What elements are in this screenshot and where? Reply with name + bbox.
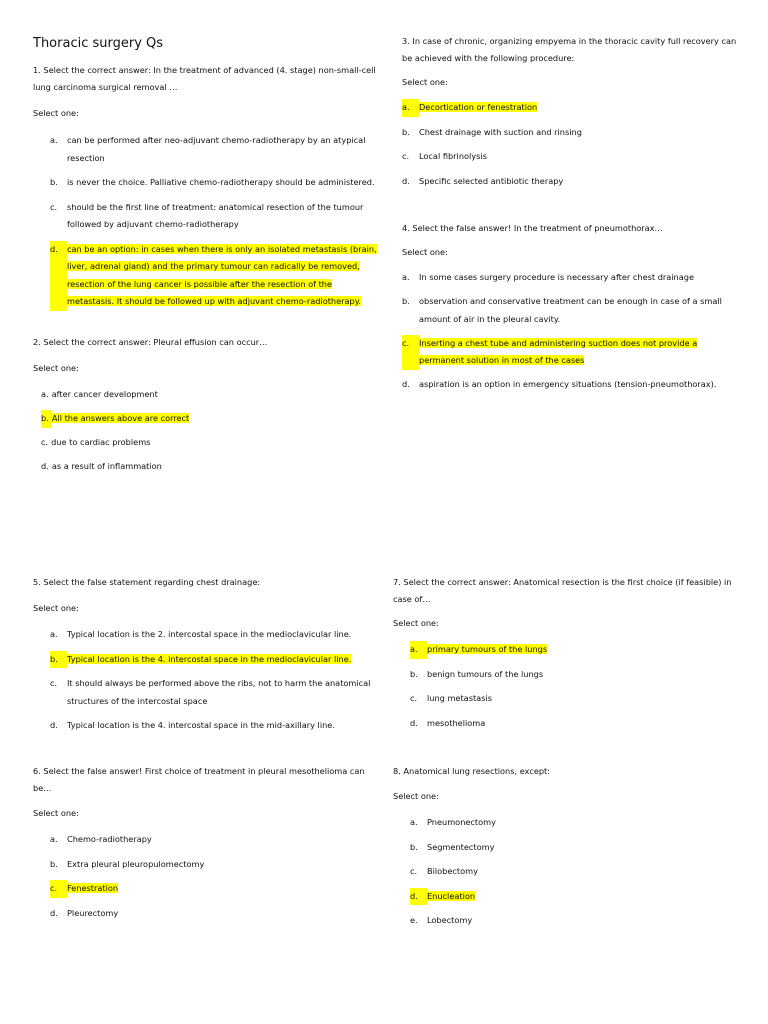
option-text: can be an option: in cases when there is only an isolated metastasis (brain, liver, adrenal gland) and the primary tumour can radically be removed, resection of the lung cancer is possible after the resection of the metastasis. It should be followed up with adjuvant chemo-radiotherapy. <box>67 243 377 306</box>
option-text: can be performed after neo-adjuvant chemo-radiotherapy by an atypical resection <box>67 135 366 163</box>
answer-option-c[interactable] <box>402 335 738 370</box>
option-letter: b. <box>50 177 58 187</box>
option-text: observation and conservative treatment can be enough in case of a small amount of air in the pleural cavity. <box>419 296 722 324</box>
answer-option-c[interactable] <box>402 148 738 166</box>
option-text: Bilobectomy <box>427 866 478 876</box>
option-text: Lobectomy <box>427 915 473 925</box>
option-letter: d. <box>410 888 427 906</box>
select-one-label: Select one: <box>33 108 79 118</box>
option-text-wrap <box>427 888 738 906</box>
option-letter: b. <box>410 668 418 679</box>
select-one-label: Select one: <box>33 603 79 613</box>
answer-option-d[interactable] <box>33 241 377 311</box>
option-text: Typical location is the 4. intercostal space in the medioclavicular line. <box>67 653 352 664</box>
option-text: It should always be performed above the ribs, not to harm the anatomical structures of the intercostal space <box>67 678 371 706</box>
option-text-wrap <box>52 410 377 428</box>
option-text: should be the first line of treatment: anatomical resection of the tumour followed by adjuvant chemo-radiotherapy <box>67 201 364 229</box>
option-text: Enucleation <box>427 890 476 901</box>
option-text-wrap <box>419 99 738 117</box>
option-letter: d. <box>50 720 58 730</box>
answer-option-e[interactable] <box>393 912 738 930</box>
option-letter: b. <box>50 651 67 669</box>
option-letter: b. <box>402 126 410 137</box>
option-text: Typical location is the 2. intercostal space in the medioclavicular line. <box>67 629 352 639</box>
question-text: 8. Anatomical lung resections, except: <box>393 766 551 776</box>
answer-option-d[interactable] <box>33 458 377 476</box>
option-letter: c. <box>402 335 419 370</box>
option-text: lung metastasis <box>427 693 492 703</box>
answer-option-d[interactable] <box>33 717 377 735</box>
option-text: Segmentectomy <box>427 841 495 852</box>
option-text: primary tumours of the lungs <box>427 644 548 654</box>
question-text: 2. Select the correct answer: Pleural effusion can occur… <box>33 337 268 347</box>
answer-option-b[interactable] <box>33 651 377 669</box>
document-title-block <box>33 36 163 51</box>
answer-option-c[interactable] <box>33 434 377 452</box>
option-letter: a. <box>402 272 410 282</box>
select-one-label: Select one: <box>33 808 79 818</box>
question-text: 6. Select the false answer! First choice of treatment in pleural mesothelioma can be… <box>33 766 365 793</box>
question-3 <box>402 33 738 190</box>
select-one-label: Select one: <box>402 77 448 87</box>
question-text: 5. Select the false statement regarding chest drainage: <box>33 577 261 587</box>
answer-option-d[interactable] <box>393 888 738 906</box>
option-letter: c. <box>402 151 410 161</box>
option-text: In some cases surgery procedure is necessary after chest drainage <box>419 272 694 282</box>
option-letter: c. <box>50 201 58 212</box>
option-letter: d. <box>50 907 58 918</box>
question-text: 4. Select the false answer! In the treatment of pneumothorax… <box>402 223 663 233</box>
answer-option-a[interactable] <box>393 814 738 832</box>
option-letter: b. <box>50 858 58 869</box>
answer-option-c[interactable] <box>33 880 377 898</box>
answer-option-d[interactable] <box>33 905 377 923</box>
option-text: Fenestration <box>67 883 119 893</box>
option-text: due to cardiac problems <box>51 437 151 447</box>
answer-option-c[interactable] <box>393 690 738 708</box>
option-letter: b. <box>41 410 52 428</box>
option-letter: d. <box>41 461 49 471</box>
question-2 <box>33 334 377 476</box>
answer-option-b[interactable] <box>393 839 738 857</box>
answer-option-a[interactable] <box>33 626 377 644</box>
option-letter: d. <box>402 175 410 186</box>
option-letter: a. <box>50 834 58 844</box>
answer-option-c[interactable] <box>393 863 738 881</box>
select-one-label: Select one: <box>402 247 448 257</box>
answer-option-b[interactable] <box>33 856 377 874</box>
option-letter: c. <box>50 880 67 898</box>
option-text: Inserting a chest tube and administering suction does not provide a permanent solution in most of the cases <box>419 337 698 365</box>
select-one-label: Select one: <box>33 363 79 373</box>
answer-option-b[interactable] <box>33 410 377 428</box>
option-text: Chemo-radiotherapy <box>67 834 152 844</box>
option-letter: a. <box>50 629 58 639</box>
option-text: mesothelioma <box>427 717 486 728</box>
answer-option-b[interactable] <box>393 666 738 684</box>
option-letter: d. <box>402 379 410 389</box>
answer-option-d[interactable] <box>402 376 738 394</box>
answer-option-a[interactable] <box>33 386 377 404</box>
answer-option-b[interactable] <box>402 293 738 328</box>
option-letter: a. <box>402 99 419 117</box>
question-7 <box>393 574 738 732</box>
option-text: Extra pleural pleuropulomectomy <box>67 858 205 869</box>
answer-option-b[interactable] <box>402 124 738 142</box>
option-text-wrap <box>419 335 738 370</box>
option-letter: e. <box>410 915 418 925</box>
option-letter: b. <box>410 841 418 852</box>
select-one-label: Select one: <box>393 791 439 801</box>
option-letter: c. <box>41 437 49 447</box>
document-title: Thoracic surgery Qs <box>33 36 164 51</box>
answer-option-c[interactable] <box>33 675 377 710</box>
answer-option-d[interactable] <box>402 173 738 191</box>
option-letter: b. <box>402 296 410 306</box>
answer-option-b[interactable] <box>33 174 377 192</box>
option-letter: a. <box>50 135 58 145</box>
option-letter: a. <box>41 389 49 399</box>
question-6 <box>33 763 377 922</box>
select-one-label: Select one: <box>393 618 439 628</box>
option-text-wrap <box>427 641 738 659</box>
option-text: as a result of inflammation <box>51 461 162 471</box>
question-8 <box>393 763 738 930</box>
option-letter: a. <box>410 641 427 659</box>
option-letter: a. <box>410 817 418 827</box>
answer-option-a[interactable] <box>393 641 738 659</box>
option-text: benign tumours of the lungs <box>427 668 544 679</box>
option-letter: c. <box>50 678 58 688</box>
option-text-wrap <box>67 241 377 311</box>
option-text: Pneumonectomy <box>427 817 496 827</box>
answer-option-a[interactable] <box>33 831 377 849</box>
option-text: after cancer development <box>51 389 158 399</box>
option-text: Typical location is the 4. intercostal space in the mid-axillary line. <box>67 720 335 730</box>
answer-option-a[interactable] <box>402 269 738 287</box>
question-text: 1. Select the correct answer: In the treatment of advanced (4. stage) non-small-cell lung carcinoma surgical removal … <box>33 65 376 92</box>
option-letter: d. <box>410 717 418 728</box>
option-letter: c. <box>410 693 418 703</box>
answer-option-d[interactable] <box>393 715 738 733</box>
question-text: 7. Select the correct answer: Anatomical resection is the first choice (if feasible) in case of… <box>393 577 732 604</box>
question-text: 3. In case of chronic, organizing empyema in the thoracic cavity full recovery can be achieved with the following procedure: <box>402 36 737 63</box>
option-text: is never the choice. Palliative chemo-radiotherapy should be administered. <box>67 177 375 187</box>
question-4 <box>402 220 738 394</box>
option-text: Local fibrinolysis <box>419 151 487 161</box>
answer-option-a[interactable] <box>402 99 738 117</box>
option-letter: c. <box>410 866 418 876</box>
question-1 <box>33 62 377 311</box>
option-text: Specific selected antibiotic therapy <box>419 175 564 186</box>
option-text: aspiration is an option in emergency situations (tension-pneumothorax). <box>419 379 717 389</box>
answer-option-c[interactable] <box>33 199 377 234</box>
question-5 <box>33 574 377 735</box>
option-text: Pleurectomy <box>67 907 119 918</box>
option-text: All the answers above are correct <box>51 413 190 423</box>
option-text-wrap <box>67 880 377 898</box>
option-text: Decortication or fenestration <box>419 102 538 112</box>
option-letter: d. <box>50 241 67 311</box>
answer-option-a[interactable] <box>33 132 377 167</box>
option-text: Chest drainage with suction and rinsing <box>419 126 582 137</box>
option-text-wrap <box>67 651 377 669</box>
